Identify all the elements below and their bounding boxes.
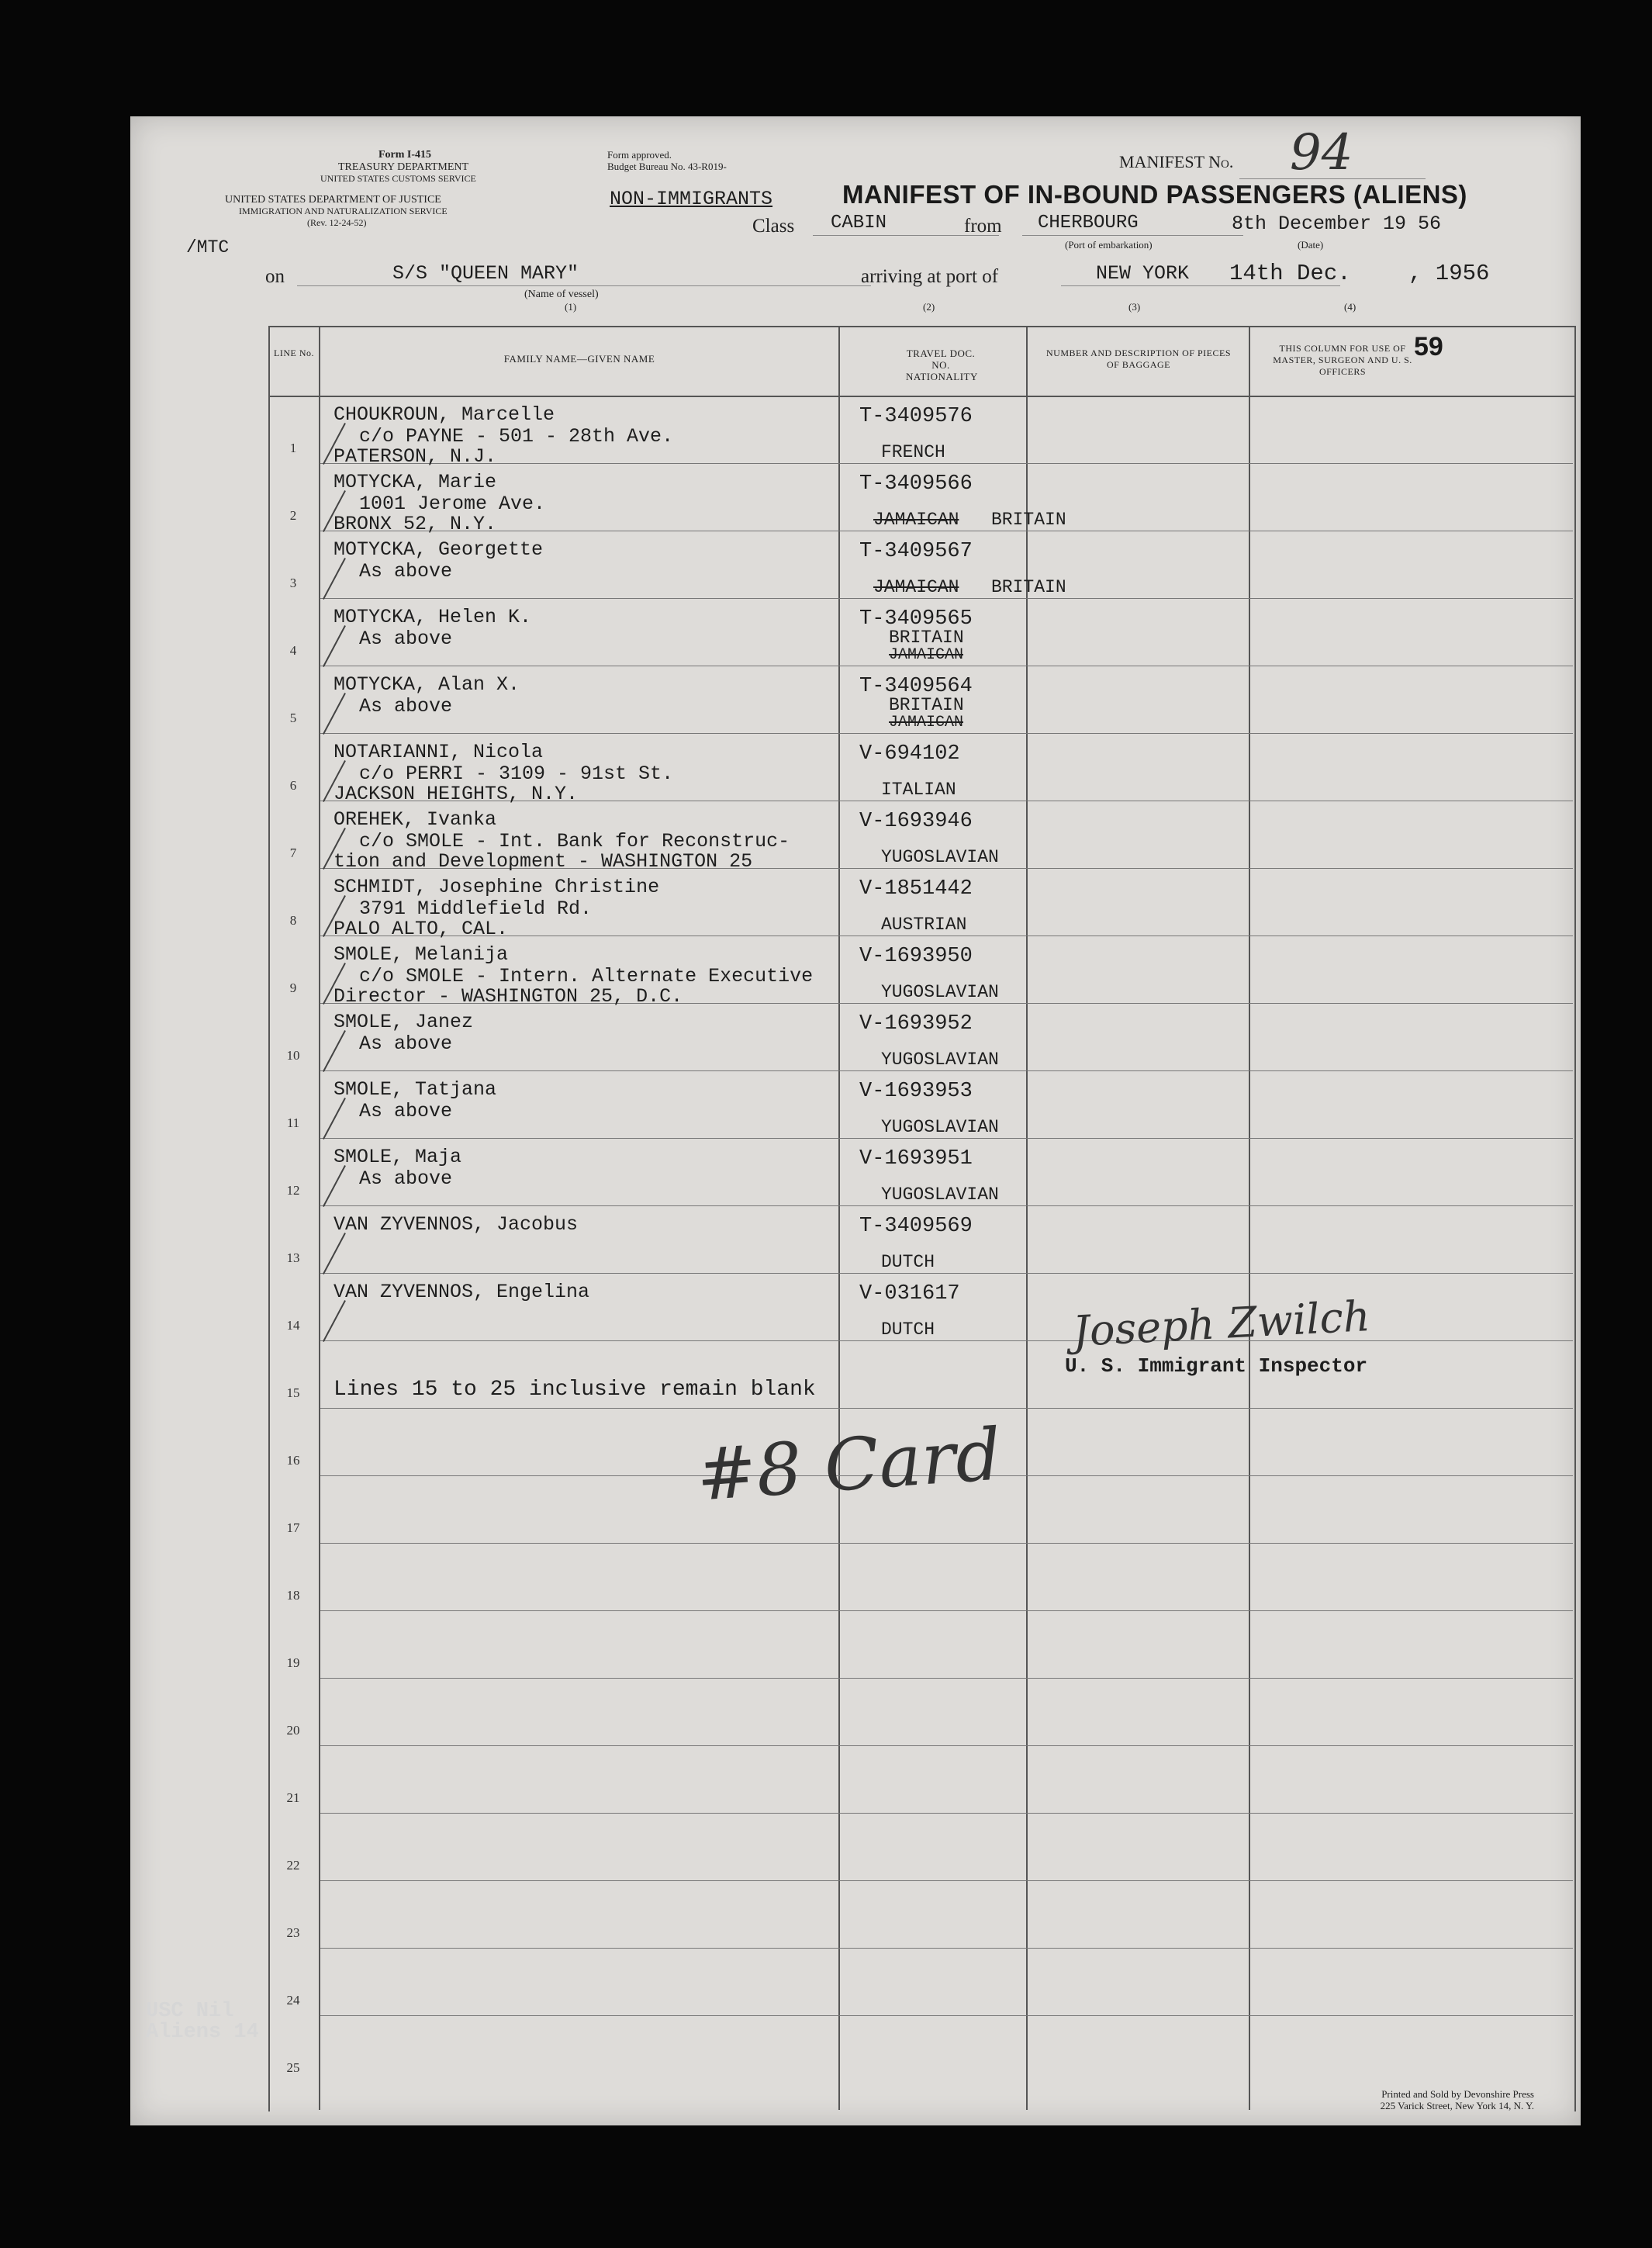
- embarkation-caption: (Port of embarkation): [1065, 239, 1153, 251]
- passenger-address-1: As above: [359, 695, 453, 718]
- class-label: Class: [752, 216, 795, 237]
- nationality: YUGOSLAVIAN: [881, 1185, 999, 1205]
- row-rule: [320, 1070, 1573, 1071]
- line-number: 19: [286, 1655, 300, 1670]
- travel-doc-number: V-1693946: [859, 810, 973, 833]
- nationality-struck: JAMAICAN: [873, 510, 959, 530]
- line-number: 10: [286, 1048, 300, 1063]
- margin-usc: USC Nil: [146, 2000, 234, 2023]
- on-label: on: [265, 266, 285, 287]
- passenger-name: SCHMIDT, Josephine Christine: [334, 876, 660, 898]
- header-travel-doc: TRAVEL DOC. NO. NATIONALITY: [906, 348, 978, 382]
- line-number: 3: [289, 576, 297, 590]
- passenger-name: NOTARIANNI, Nicola: [334, 741, 544, 763]
- blank-lines-note: Lines 15 to 25 inclusive remain blank: [334, 1378, 816, 1402]
- line-number: 25: [286, 2060, 300, 2075]
- passenger-address-1: 1001 Jerome Ave.: [359, 493, 546, 515]
- ins-service: IMMIGRATION AND NATURALIZATION SERVICE: [239, 206, 448, 216]
- line-number: 9: [289, 980, 297, 995]
- handwritten-card-note: #8 Card: [693, 1413, 1004, 1517]
- line-number: 23: [286, 1925, 300, 1940]
- travel-doc-number: V-031617: [859, 1282, 960, 1306]
- row-rule: [320, 1745, 1573, 1746]
- line-number: 15: [286, 1385, 300, 1400]
- travel-doc-number: V-1693953: [859, 1080, 973, 1103]
- travel-doc-number: T-3409564: [859, 675, 973, 698]
- customs-service: UNITED STATES CUSTOMS SERVICE: [320, 173, 476, 184]
- row-rule: [320, 1610, 1573, 1611]
- vessel-name: S/S "QUEEN MARY": [392, 262, 579, 285]
- treasury-dept: TREASURY DEPARTMENT: [338, 161, 469, 173]
- line-number: 6: [289, 778, 297, 793]
- line-number: 18: [286, 1588, 300, 1603]
- passenger-address-1: As above: [359, 628, 453, 650]
- passenger-address-2: JACKSON HEIGHTS, N.Y.: [334, 783, 579, 805]
- line-number: 20: [286, 1723, 300, 1738]
- line-number: 14: [286, 1318, 300, 1333]
- line-number: 8: [289, 913, 297, 928]
- passenger-name: MOTYCKA, Marie: [334, 471, 497, 493]
- passenger-address-1: c/o SMOLE - Int. Bank for Reconstruc-: [359, 830, 790, 853]
- header-line-no: LINE No.: [274, 348, 314, 358]
- nationality: DUTCH: [881, 1319, 935, 1340]
- arrival-year: , 1956: [1408, 261, 1490, 286]
- line-number: 4: [289, 643, 297, 658]
- from-value: CHERBOURG: [1038, 213, 1139, 233]
- nationality: FRENCH: [881, 442, 945, 462]
- line-number: 5: [289, 711, 297, 725]
- travel-doc-number: V-1851442: [859, 877, 973, 901]
- row-rule: [320, 598, 1573, 599]
- travel-doc-number: T-3409569: [859, 1215, 973, 1238]
- line-number: 22: [286, 1858, 300, 1873]
- header-baggage: NUMBER AND DESCRIPTION OF PIECES OF BAGGAGE: [1045, 348, 1232, 370]
- form-approved: Form approved.: [607, 149, 672, 161]
- passenger-name: MOTYCKA, Alan X.: [334, 673, 520, 696]
- passenger-address-2: BRONX 52, N.Y.: [334, 513, 497, 535]
- passenger-address-1: c/o SMOLE - Intern. Alternate Executive: [359, 965, 814, 987]
- line-number: 16: [286, 1453, 300, 1468]
- nationality: DUTCH: [881, 1252, 935, 1272]
- form-number: Form I-415: [378, 149, 432, 161]
- passenger-name: MOTYCKA, Helen K.: [334, 606, 532, 628]
- nationality: ITALIAN: [881, 780, 956, 800]
- nationality-struck: JAMAICAN: [889, 646, 964, 664]
- line-number: 12: [286, 1183, 300, 1198]
- manifest-number: 94: [1290, 124, 1353, 182]
- passenger-address-1: c/o PAYNE - 501 - 28th Ave.: [359, 425, 674, 448]
- passenger-name: SMOLE, Maja: [334, 1146, 462, 1168]
- printer-line-1: Printed and Sold by Devonshire Press: [1381, 2088, 1534, 2100]
- travel-doc-number: T-3409576: [859, 405, 973, 428]
- travel-doc-number: T-3409567: [859, 540, 973, 563]
- column-number-2: (2): [923, 301, 935, 313]
- manifest-title: MANIFEST OF IN-BOUND PASSENGERS (ALIENS): [842, 180, 1467, 209]
- row-rule: [320, 1340, 1573, 1341]
- nationality-corrected: BRITAIN: [889, 628, 964, 648]
- line-number: 2: [289, 508, 297, 523]
- category-non-immigrants: NON-IMMIGRANTS: [610, 188, 773, 210]
- nationality-corrected: BRITAIN: [991, 510, 1066, 530]
- passenger-name: VAN ZYVENNOS, Engelina: [334, 1281, 590, 1303]
- line-number: 13: [286, 1250, 300, 1265]
- inspector-caption: U. S. Immigrant Inspector: [1065, 1354, 1368, 1378]
- nationality: AUSTRIAN: [881, 915, 967, 935]
- passenger-name: CHOUKROUN, Marcelle: [334, 403, 555, 426]
- line-number: 11: [286, 1115, 300, 1130]
- row-rule: [320, 1813, 1573, 1814]
- passenger-name: VAN ZYVENNOS, Jacobus: [334, 1213, 579, 1236]
- passenger-name: SMOLE, Melanija: [334, 943, 509, 966]
- col-divider-name: [838, 326, 840, 2110]
- row-rule: [320, 1543, 1573, 1544]
- row-rule: [320, 1678, 1573, 1679]
- passenger-address-2: PATERSON, N.J.: [334, 445, 497, 468]
- passenger-address-1: 3791 Middlefield Rd.: [359, 897, 593, 920]
- column-number-3: (3): [1128, 301, 1141, 313]
- from-underline: [1022, 235, 1243, 236]
- travel-doc-number: V-1693950: [859, 945, 973, 968]
- nationality-corrected: BRITAIN: [889, 695, 964, 715]
- passenger-address-2: tion and Development - WASHINGTON 25: [334, 850, 753, 873]
- col-divider-baggage: [1249, 326, 1250, 2110]
- passenger-address-2: PALO ALTO, CAL.: [334, 918, 509, 940]
- row-rule: [320, 1138, 1573, 1139]
- travel-doc-number: V-1693952: [859, 1012, 973, 1036]
- passenger-name: OREHEK, Ivanka: [334, 808, 497, 831]
- passenger-address-2: Director - WASHINGTON 25, D.C.: [334, 985, 683, 1008]
- embarkation-date: 8th December 19 56: [1232, 213, 1442, 235]
- budget-bureau: Budget Bureau No. 43-R019-: [607, 161, 727, 172]
- inspector-signature: Joseph Zwilch: [1071, 1292, 1372, 1356]
- passenger-address-1: As above: [359, 560, 453, 583]
- header-rule: [268, 396, 1574, 397]
- manifest-page: [130, 116, 1581, 2125]
- arrival-port: NEW YORK: [1096, 262, 1190, 285]
- column-number-4: (4): [1344, 301, 1357, 313]
- line-number: 1: [289, 441, 297, 455]
- officers-mark: 59: [1414, 332, 1443, 361]
- travel-doc-number: T-3409566: [859, 472, 973, 496]
- passenger-address-1: c/o PERRI - 3109 - 91st St.: [359, 763, 674, 785]
- travel-doc-number: V-1693951: [859, 1147, 973, 1171]
- from-label: from: [964, 216, 1002, 237]
- vessel-caption: (Name of vessel): [524, 289, 599, 300]
- form-revision: (Rev. 12-24-52): [307, 217, 367, 228]
- margin-aliens: Aliens 14: [146, 2021, 259, 2044]
- arrival-date: 14th Dec.: [1229, 261, 1351, 286]
- nationality: YUGOSLAVIAN: [881, 982, 999, 1002]
- justice-dept: UNITED STATES DEPARTMENT OF JUSTICE: [225, 194, 441, 206]
- header-officers: THIS COLUMN FOR USE OF MASTER, SURGEON AND U. S. OFFICERS: [1273, 343, 1412, 377]
- passenger-name: SMOLE, Tatjana: [334, 1078, 497, 1101]
- nationality-corrected: BRITAIN: [991, 577, 1066, 597]
- row-rule: [320, 1205, 1573, 1206]
- date-caption: (Date): [1298, 239, 1324, 251]
- column-number-1: (1): [565, 301, 577, 313]
- nationality-struck: JAMAICAN: [889, 714, 964, 731]
- line-number: 7: [289, 846, 297, 860]
- travel-doc-number: T-3409565: [859, 607, 973, 631]
- mtc-mark: /MTC: [186, 237, 230, 258]
- vessel-underline: [297, 285, 871, 286]
- passenger-name: SMOLE, Janez: [334, 1011, 474, 1033]
- row-rule: [320, 1948, 1573, 1949]
- row-rule: [320, 1273, 1573, 1274]
- passenger-address-1: As above: [359, 1032, 453, 1055]
- header-family-name: FAMILY NAME—GIVEN NAME: [503, 353, 655, 365]
- nationality: YUGOSLAVIAN: [881, 1117, 999, 1137]
- manifest-no-label: MANIFEST No.: [1119, 152, 1234, 171]
- passenger-name: MOTYCKA, Georgette: [334, 538, 544, 561]
- row-rule: [320, 2015, 1573, 2016]
- line-number: 24: [286, 1993, 300, 2008]
- row-rule: [320, 1880, 1573, 1881]
- nationality: YUGOSLAVIAN: [881, 847, 999, 867]
- class-value: CABIN: [831, 213, 887, 233]
- row-rule: [320, 733, 1573, 734]
- row-rule: [320, 1408, 1573, 1409]
- arriving-label: arriving at port of: [861, 266, 999, 287]
- travel-doc-number: V-694102: [859, 742, 960, 766]
- printer-line-2: 225 Varick Street, New York 14, N. Y.: [1380, 2100, 1534, 2111]
- line-number: 21: [286, 1790, 300, 1805]
- nationality-struck: JAMAICAN: [873, 577, 959, 597]
- line-number: 17: [286, 1520, 300, 1535]
- nationality: YUGOSLAVIAN: [881, 1050, 999, 1070]
- passenger-address-1: As above: [359, 1167, 453, 1190]
- row-rule: [320, 463, 1573, 464]
- passenger-address-1: As above: [359, 1100, 453, 1122]
- col-divider-line: [319, 326, 320, 2110]
